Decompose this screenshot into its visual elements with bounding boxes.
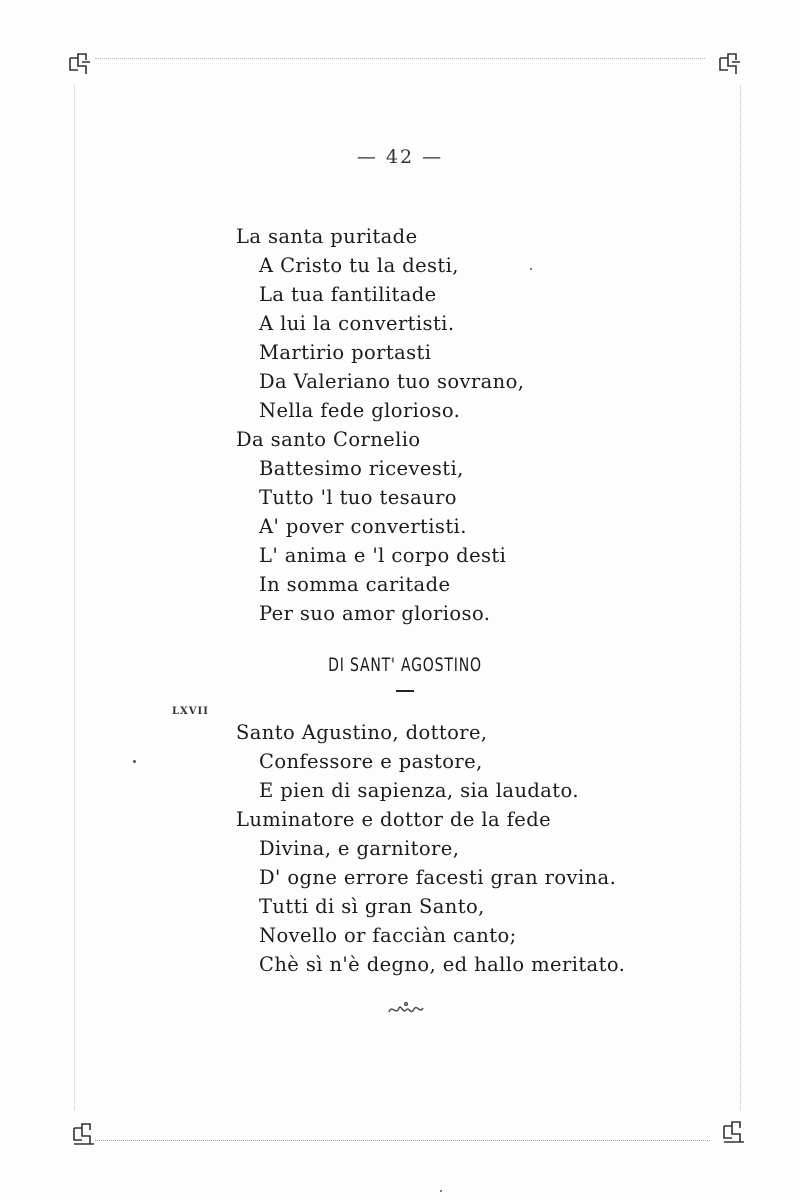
verse-line: Confessore e pastore, bbox=[259, 750, 483, 773]
fret-corner-icon bbox=[66, 50, 94, 78]
verse-line: E pien di sapienza, sia laudato. bbox=[259, 779, 579, 802]
verse-line: Divina, e garnitore, bbox=[259, 837, 460, 860]
verse-line: Santo Agustino, dottore, bbox=[236, 721, 488, 744]
frame-bottom-border bbox=[95, 1140, 710, 1141]
verse-line: La santa puritade bbox=[236, 225, 418, 248]
frame-right-border bbox=[740, 85, 741, 1110]
verse-line: Tutto 'l tuo tesauro bbox=[259, 486, 457, 509]
print-speck bbox=[133, 760, 136, 763]
print-speck bbox=[530, 268, 532, 270]
frame-top-border bbox=[95, 58, 705, 59]
verse-line: D' ogne errore facesti gran rovina. bbox=[259, 866, 617, 889]
fret-corner-icon bbox=[720, 1118, 748, 1146]
tailpiece-ornament-icon bbox=[386, 1000, 426, 1020]
verse-line: A lui la convertisti. bbox=[259, 312, 455, 335]
verse-line: Da Valeriano tuo sovrano, bbox=[259, 370, 525, 393]
verse-line: Nella fede glorioso. bbox=[259, 399, 461, 422]
verse-line: Novello or facciàn canto; bbox=[259, 924, 517, 947]
page-number: — 42 — bbox=[356, 146, 444, 168]
verse-line: A' pover convertisti. bbox=[259, 515, 467, 538]
frame-left-border bbox=[74, 85, 75, 1110]
verse-line: Tutti di sì gran Santo, bbox=[259, 895, 485, 918]
fret-corner-icon bbox=[70, 1120, 98, 1148]
verse-line: Per suo amor glorioso. bbox=[259, 602, 491, 625]
verse-line: Chè sì n'è degno, ed hallo meritato. bbox=[259, 953, 626, 976]
verse-line: Martirio portasti bbox=[259, 341, 432, 364]
section-title: DI SANT' AGOSTINO bbox=[328, 654, 482, 676]
verse-line: Luminatore e dottor de la fede bbox=[236, 808, 552, 831]
verse-line: L' anima e 'l corpo desti bbox=[259, 544, 507, 567]
verse-line: A Cristo tu la desti, bbox=[259, 254, 459, 277]
hymn-number: LXVII bbox=[172, 706, 209, 717]
verse-line: Battesimo ricevesti, bbox=[259, 457, 464, 480]
verse-line: In somma caritade bbox=[259, 573, 451, 596]
poem-stanza-2 bbox=[236, 718, 625, 979]
verse-line: Da santo Cornelio bbox=[236, 428, 421, 451]
title-rule bbox=[396, 690, 414, 692]
verse-line: La tua fantilitade bbox=[259, 283, 437, 306]
poem-stanza-1 bbox=[236, 222, 524, 628]
fret-corner-icon bbox=[716, 50, 744, 78]
print-speck bbox=[440, 1190, 442, 1192]
